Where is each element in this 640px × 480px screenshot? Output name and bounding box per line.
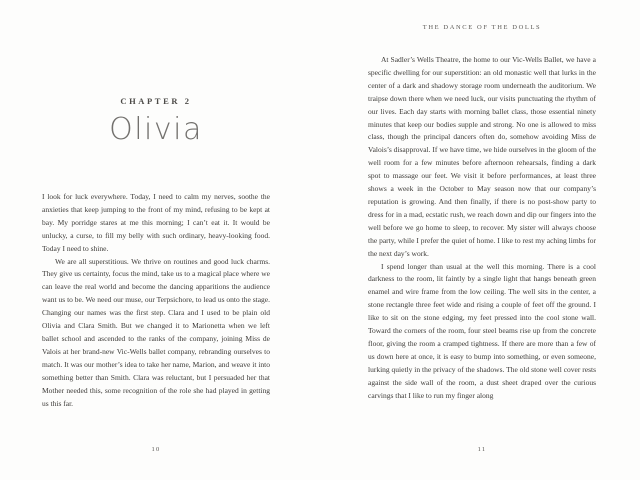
chapter-label: CHAPTER 2 — [120, 96, 192, 106]
right-page-number: 11 — [477, 446, 487, 453]
left-page — [42, 0, 270, 480]
paragraph: We are all superstitious. We thrive on routines and good luck charms. They give us certainty, focus the mind, take us to a magical place where we can leave the real world and become the dancing apparitions the audience want us to be. We need our muse, our Terpsichore, to lead us onto the stage. Changing our names was the first step. Clara and I used to be plain old Olivia and Clara Smith. But we changed it to Marionetta when we left ballet school and ascended to the ranks of the company, joining Miss de Valois at her brand-new Vic-Wells ballet company, rebranding ourselves to match. It was our mother’s idea to take her name, Marion, and weave it into something better than Smith. Clara was reluctant, but I persuaded her that Mother needed this, some recognition of the role she had played in getting us this far. — [42, 256, 270, 408]
right-page-body — [368, 54, 596, 402]
left-page-number: 10 — [151, 446, 161, 453]
right-page — [368, 0, 596, 480]
paragraph: I spend longer than usual at the well this morning. There is a cool darkness to the room, lit faintly by a single light that hangs beneath green enamel and wire frame from the low ceiling. The well sits in the center, a stone rectangle three feet wide and rising a couple of feet off the ground. I like to sit on the stone edging, my feet pressed into the cool stone wall. Toward the corners of the room, four steel beams rise up from the concrete floor, giving the room a cramped tightness. If there are more than a few of us down here at once, it is easy to bump into something, or even someone, lurking quietly in the privacy of the shadows. The old stone well cover rests against the side wall of the room, a dust sheet draped over the curious carvings that I like to run my finger along — [368, 261, 596, 400]
paragraph: I look for luck everywhere. Today, I need to calm my nerves, soothe the anxieties that keep jumping to the front of my mind, refusing to be kept at bay. My porridge stares at me this morning; I can’t eat it. It would be unlucky, a curse, to fill my belly with such ordinary, heavy-looking food. Today I need to shine. — [42, 192, 270, 253]
chapter-title: Olivia — [109, 112, 203, 147]
running-header: THE DANCE OF THE DOLLS — [422, 24, 542, 31]
left-page-body — [42, 191, 270, 410]
paragraph: At Sadler’s Wells Theatre, the home to our Vic-Wells Ballet, we have a specific dwelling for our superstition: an old monastic well that lurks in the center of a dark and shadowy storage room underneath the auditorium. We traipse down there when we need luck, our visits punctuating the rhythm of our lives. Each day starts with morning ballet class, those essential ninety minutes that keep our bodies supple and strong. No one is allowed to miss class, though the principal dancers often do, somehow avoiding Miss de Valois’s disapproval. If we have time, we hide ourselves in the gloom of the well room for a few minutes before afternoon rehearsals, finding a dark spot to massage our feet. We visit it before performances, at least three shows a week in the October to May season now that our company’s reputation is growing. And then finally, if there is no post-show party to dress for in a mad, ecstatic rush, we reach down and dip our fingers into the well before we go home to sleep, to recover. My sister will always choose the party, while I prefer the quiet of home. I like to rest my aching limbs for the next day’s work. — [368, 55, 596, 258]
